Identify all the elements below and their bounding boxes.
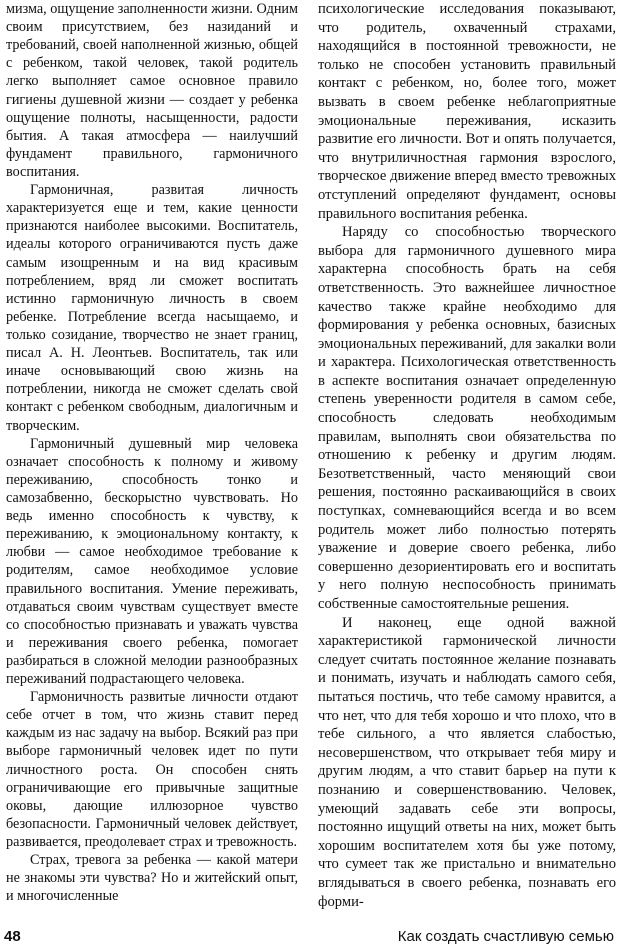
paragraph: Страх, тревога за ребенка — какой матери не знакомы эти чувства? Но и житейский опыт, и многочисленные bbox=[6, 852, 298, 905]
paragraph: Гармоничность развитые личности отдают себе отчет в том, что жизнь ставит перед каждым из нас задачу на выбор. Всякий раз при выборе гармоничный человек идет по пути личностного роста. Он способен снять ограничивающие его привычные защитные оковы, дающие иллюзорное чувство безопасности. Гармоничный человек действует, развивается, преодолевает страх и тревожность. bbox=[6, 689, 298, 851]
paragraph: И наконец, еще одной важной характеристикой гармонической личности следует считать постоянное желание познавать и понимать, изучать и наблюдать самого себя, пытаться постичь, что тебе самому нравится, а что нет, что для тебя хорошо и что плохо, что в тебе сильного, а что является слабостью, несовершенством, что открывает тебя миру и другим людям, а что ставит барьер на пути к познанию и совершенствованию. Человек, умеющий задавать себе эти вопросы, постоянно ищущий ответы на них, может быть хорошим воспитателем хотя бы уже потому, что сумеет так же пристально и внимательно вглядываться в своего ребенка, познавать его форми- bbox=[318, 614, 616, 910]
paragraph: мизма, ощущение заполненности жизни. Одним своим присутствием, без назиданий и требований, своей наполненной жизнью, общей с ребенком, такой человек, такой родитель легко выполняет самое основное правило гигиены душевной жизни — создает у ребенка ощущение полноты, насыщенности, радости бытия. А такая атмосфера — наилучший фундамент правильного, гармоничного воспитания. bbox=[6, 1, 298, 180]
running-title: Как создать счастливую семью bbox=[397, 928, 614, 945]
paragraph: Наряду со способностью творческого выбора для гармоничного душевного мира характерна способность брать на себя ответственность. Это важнейшее личностное качество также крайне необходимо для формирования у ребенка основных, базисных эмоциональных переживаний, для закалки воли и характера. Психологическая ответственность в аспекте воспитания означает определенную степень уверенности родителя в самом себе, способность следовать необходимым правилам, выполнять свои обязательства по отношению к ребенку и другим людям. Безответственный, часто меняющий свои решения, постоянно раскаивающийся в своих поступках, сомневающийся всегда и во всем родитель может либо полностью потерять уважение и доверие своего ребенка, либо совершенно дезориентировать его и воспитать у него полную неспособность принимать собственные самостоятельные решения. bbox=[318, 224, 616, 612]
paragraph: психологические исследования показывают, что родитель, охваченный страхами, находящийся в постоянной тревожности, не только не способен установить правильный контакт с ребенком, но, более того, может вызвать в своем ребенке неблагоприятные эмоциональные переживания, исказить развитие его личности. Вот и опять получается, что внутриличностная гармония взрослого, творческое движение вперед вместо тревожных отступлений определяют фундамент, основы правильного воспитания ребенка. bbox=[318, 1, 616, 222]
paragraph: Гармоничная, развитая личность характеризуется еще и тем, какие ценности признаются наиболее высокими. Воспитатель, идеалы которого ограничиваются пусть даже самым изощренным и на вид красивым потреблением, вряд ли сможет воспитать истинно гармоничную личность в своем ребенке. Потребление всегда насыщаемо, и только созидание, творчество не знает границ, писал А. Н. Леонтьев. Воспитатель, так или иначе основывающий свою жизнь на потреблении, никогда не сможет сделать свой контакт с ребенком свободным, диалогичным и творческим. bbox=[6, 182, 298, 434]
page-number: 48 bbox=[4, 928, 21, 945]
paragraph: Гармоничный душевный мир человека означает способность к полному и живому переживанию, способность тонко и самозабвенно, бескорыстно чувствовать. Но ведь именно способность к чувству, к переживанию, к эмоциональному контакту, к любви — самое необходимое требование к родителям, самое необходимое условие правильного воспитания. Умение переживать, отдаваться своим чувствам существует вместе со способностью признавать и уважать чувства и переживания своего ребенка, помогает разбираться в сложной мелодии разнообразных переживаний подрастающего человека. bbox=[6, 435, 298, 688]
left-text-column bbox=[6, 0, 298, 905]
right-text-column bbox=[318, 0, 616, 911]
